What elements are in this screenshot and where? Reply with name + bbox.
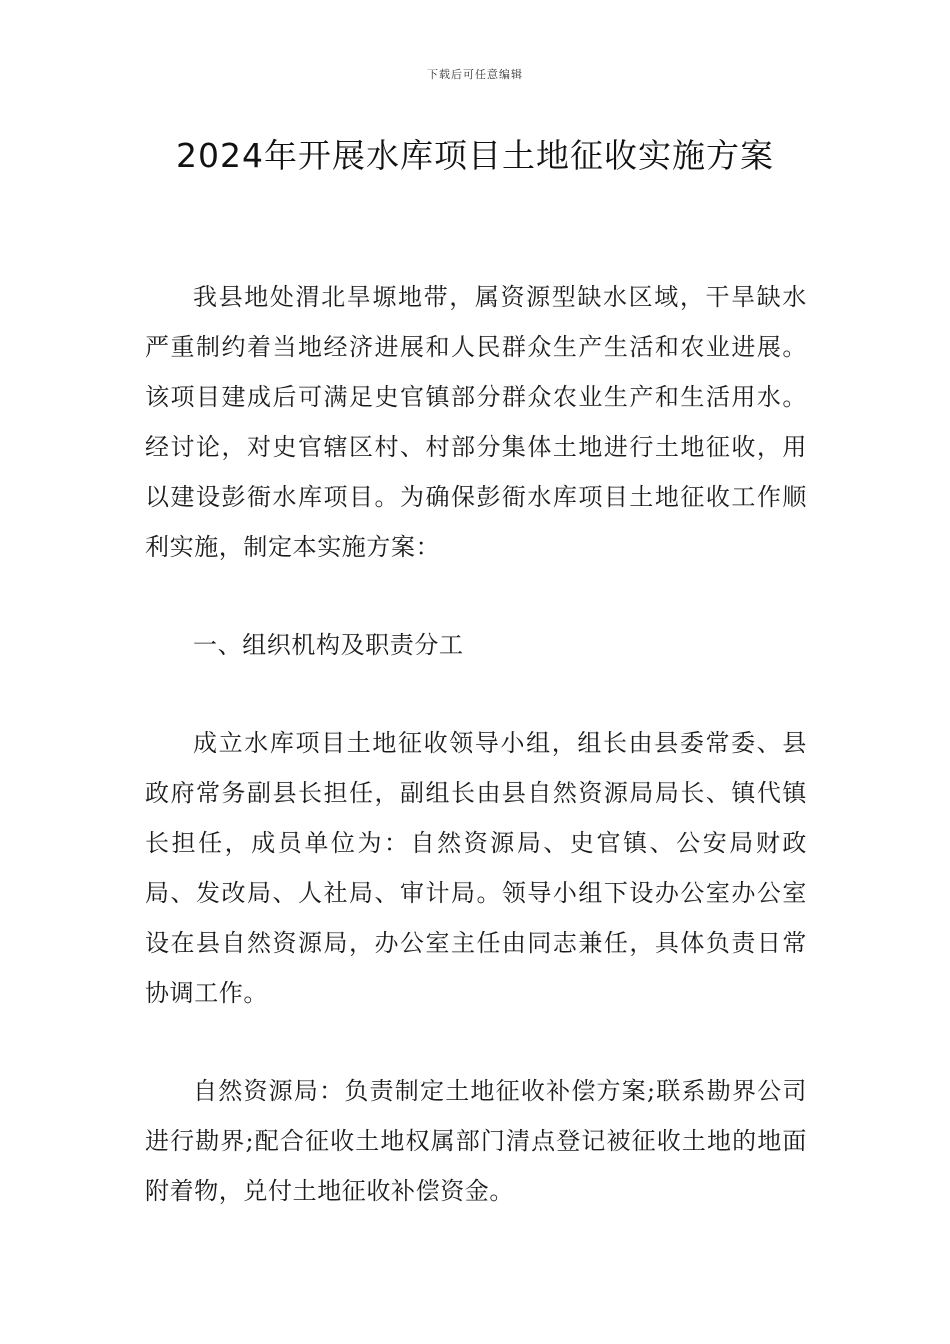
document-body <box>145 272 807 1216</box>
paragraph-natural-resources-bureau: 自然资源局：负责制定土地征收补偿方案;联系勘界公司进行勘界;配合征收土地权属部门清点登记被征收土地的地面附着物，兑付土地征收补偿资金。 <box>145 1077 807 1205</box>
document-title: 2024年开展水库项目土地征收实施方案 <box>176 136 774 175</box>
paragraph-intro: 我县地处渭北旱塬地带，属资源型缺水区域，干旱缺水严重制约着当地经济进展和人民群众生产生活和农业进展。该项目建成后可满足史官镇部分群众农业生产和生活用水。经讨论，对史官辖区村、村部分集体土地进行土地征收，用以建设彭衙水库项目。为确保彭衙水库项目土地征收工作顺利实施，制定本实施方案： <box>145 283 807 561</box>
section-heading-organization: 一、组织机构及职责分工 <box>193 631 464 659</box>
paragraph-leadership-group: 成立水库项目土地征收领导小组，组长由县委常委、县政府常务副县长担任，副组长由县自然资源局局长、镇代镇长担任，成员单位为：自然资源局、史官镇、公安局财政局、发改局、人社局、审计局。领导小组下设办公室办公室设在县自然资源局，办公室主任由同志兼任，具体负责日常协调工作。 <box>145 729 807 1007</box>
header-note: 下载后可任意编辑 <box>427 68 523 81</box>
